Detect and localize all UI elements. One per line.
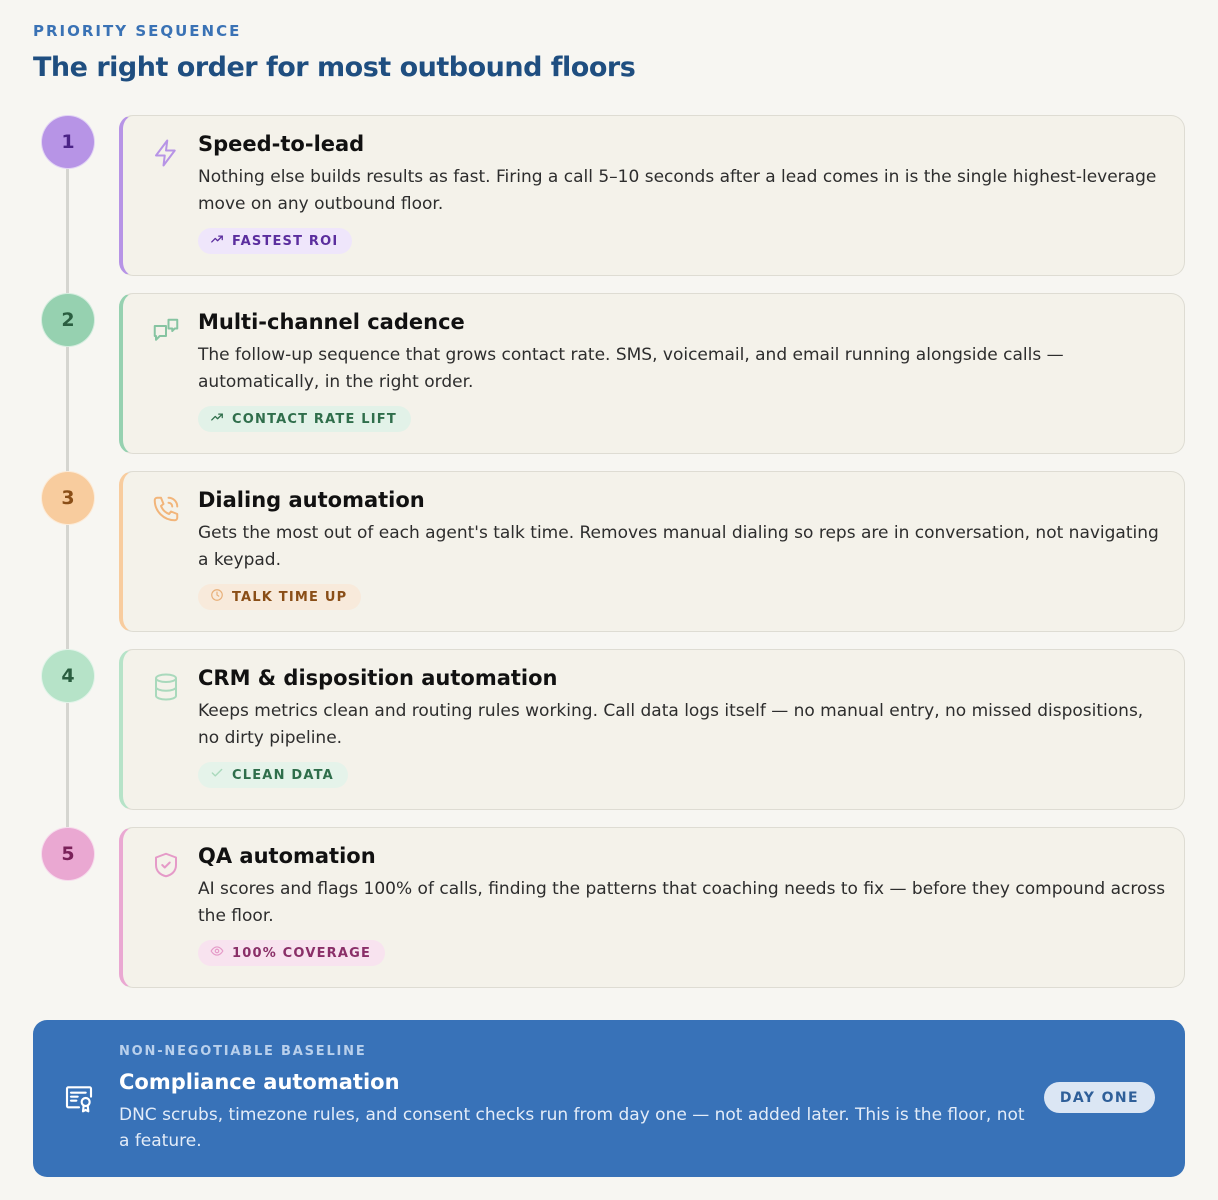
- step-description: Gets the most out of each agent's talk time. Removes manual dialing so reps are in conversation, not navigating a keypad.: [198, 523, 1159, 570]
- step-description: Keeps metrics clean and routing rules working. Call data logs itself — no manual entry, no missed dispositions, no dirty pipeline.: [198, 701, 1144, 748]
- step-number: 4: [41, 649, 95, 703]
- step-card: [119, 471, 1185, 632]
- badge-label: FASTEST ROI: [232, 233, 339, 249]
- step-2: [0, 293, 1218, 455]
- step-title: Dialing automation: [198, 488, 425, 512]
- step-title: QA automation: [198, 844, 376, 868]
- priority-eyebrow: PRIORITY SEQUENCE: [33, 22, 242, 40]
- step-badge: [198, 762, 348, 788]
- step-4: [0, 649, 1218, 811]
- day-one-badge: DAY ONE: [1044, 1082, 1155, 1113]
- trending-up-icon: [210, 410, 224, 428]
- step-description: Nothing else builds results as fast. Firing a call 5–10 seconds after a lead comes in is the single highest-leverage move on any outbound floor.: [198, 167, 1157, 214]
- step-badge: [198, 228, 352, 254]
- step-card: [119, 649, 1185, 810]
- badge-label: CLEAN DATA: [232, 767, 334, 783]
- step-title: CRM & disposition automation: [198, 666, 558, 690]
- step-badge: [198, 406, 411, 432]
- step-card: [119, 115, 1185, 276]
- phone-icon: [151, 494, 181, 524]
- step-badge: [198, 940, 385, 966]
- step-title: Speed-to-lead: [198, 132, 365, 156]
- step-card: [119, 827, 1185, 988]
- lightning-icon: [151, 138, 181, 168]
- clock-icon: [210, 588, 224, 606]
- step-badge: [198, 584, 361, 610]
- certificate-icon: [63, 1082, 95, 1114]
- compliance-baseline-card: [33, 1020, 1185, 1177]
- chat-bubbles-icon: [151, 316, 181, 346]
- page-title: The right order for most outbound floors: [33, 52, 636, 83]
- step-number: 3: [41, 471, 95, 525]
- badge-label: CONTACT RATE LIFT: [232, 411, 397, 427]
- database-icon: [151, 672, 181, 702]
- step-card: [119, 293, 1185, 454]
- step-number: 1: [41, 115, 95, 169]
- step-title: Multi-channel cadence: [198, 310, 465, 334]
- baseline-description: DNC scrubs, timezone rules, and consent checks run from day one — not added later. This is the floor, not a feature.: [119, 1105, 1025, 1151]
- badge-label: 100% COVERAGE: [232, 945, 372, 961]
- step-5: [0, 827, 1218, 989]
- step-3: [0, 471, 1218, 633]
- eye-icon: [210, 944, 224, 962]
- step-description: The follow-up sequence that grows contact rate. SMS, voicemail, and email running alongside calls — automatically, in the right order.: [198, 345, 1064, 392]
- badge-label: TALK TIME UP: [232, 589, 348, 605]
- check-icon: [210, 766, 224, 784]
- step-number: 5: [41, 827, 95, 881]
- trending-up-icon: [210, 232, 224, 250]
- step-description: AI scores and flags 100% of calls, finding the patterns that coaching needs to fix — before they compound across the floor.: [198, 879, 1166, 926]
- baseline-eyebrow: NON-NEGOTIABLE BASELINE: [119, 1044, 367, 1059]
- step-1: [0, 115, 1218, 277]
- step-number: 2: [41, 293, 95, 347]
- shield-check-icon: [151, 850, 181, 880]
- baseline-title: Compliance automation: [119, 1070, 400, 1094]
